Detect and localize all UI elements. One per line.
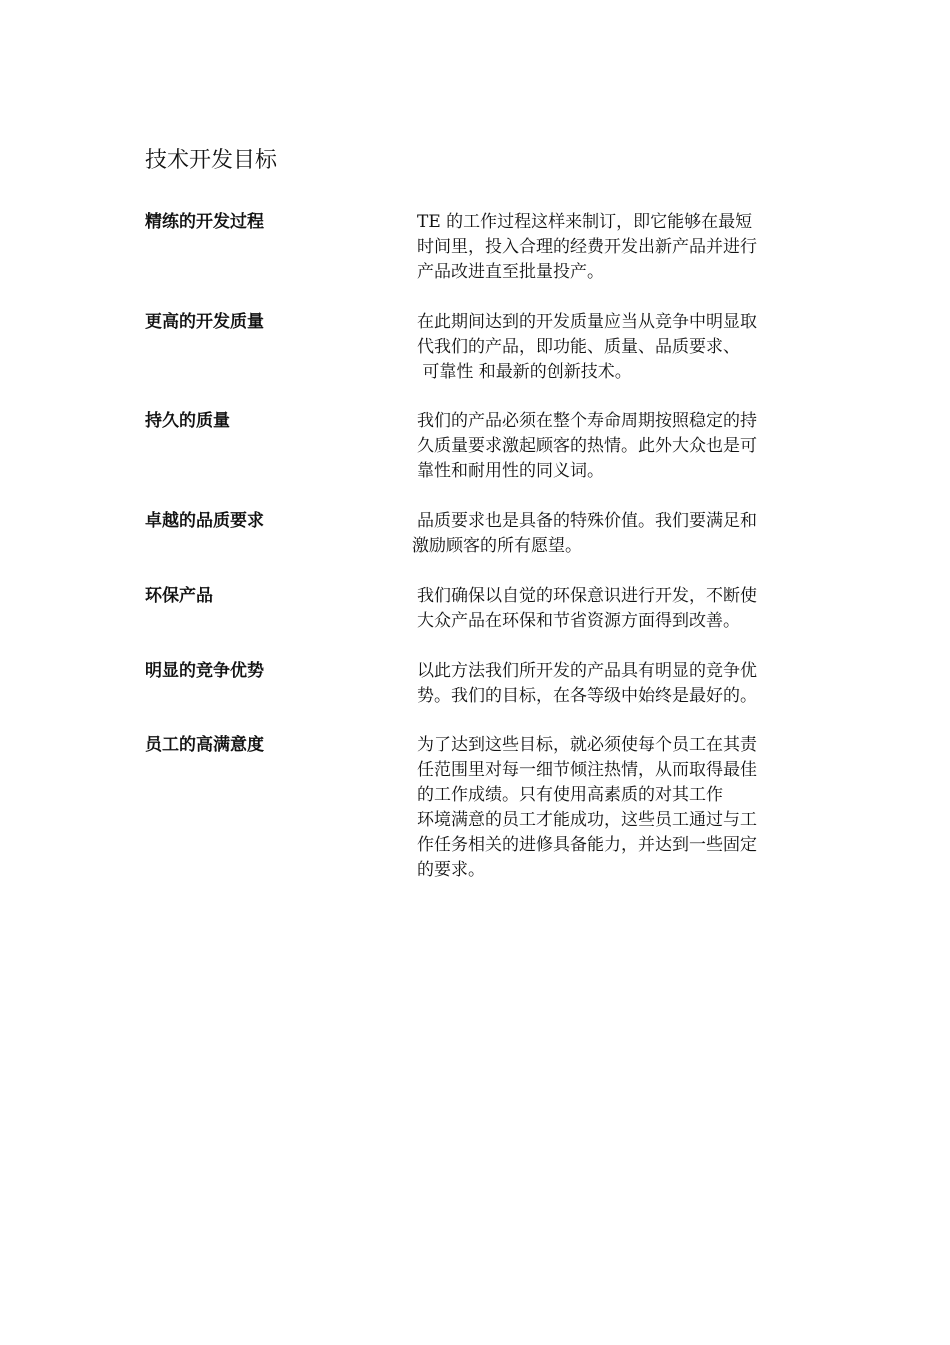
description-line: 时间里，投入合理的经费开发出新产品并进行: [417, 237, 757, 257]
description-line: 环境满意的员工才能成功，这些员工通过与工: [417, 810, 757, 830]
goal-term: 员工的高满意度: [145, 735, 264, 755]
goal-description: [417, 310, 817, 385]
goal-term: 明显的竞争优势: [145, 661, 264, 681]
goal-term: 卓越的品质要求: [145, 511, 264, 531]
description-line: 久质量要求激起顾客的热情。此外大众也是可: [417, 436, 757, 456]
description-line: 任范围里对每一细节倾注热情，从而取得最佳: [417, 760, 757, 780]
description-line: 作任务相关的进修具备能力，并达到一些固定: [417, 835, 757, 855]
goal-description: [417, 584, 817, 634]
description-line: 可靠性 和最新的创新技术。: [417, 362, 632, 382]
description-line: 激励顾客的所有愿望。: [412, 536, 582, 556]
goal-term: 持久的质量: [145, 411, 230, 431]
description-line: 大众产品在环保和节省资源方面得到改善。: [417, 611, 740, 631]
page-title: 技术开发目标: [145, 148, 278, 173]
description-line: TE 的工作过程这样来制订，即它能够在最短: [417, 212, 753, 232]
description-line: 在此期间达到的开发质量应当从竞争中明显取: [417, 312, 757, 332]
goal-description: [417, 733, 817, 883]
description-line: 品质要求也是具备的特殊价值。我们要满足和: [417, 511, 757, 531]
goal-term: 精练的开发过程: [145, 212, 264, 232]
description-line: 产品改进直至批量投产。: [417, 262, 604, 282]
description-line: 靠性和耐用性的同义词。: [417, 461, 604, 481]
goal-description: [417, 409, 817, 484]
description-line: 我们确保以自觉的环保意识进行开发，不断使: [417, 586, 757, 606]
description-line: 势。我们的目标，在各等级中始终是最好的。: [417, 686, 757, 706]
description-line: 的要求。: [417, 860, 485, 880]
goal-description: [417, 659, 817, 709]
goal-term: 更高的开发质量: [145, 312, 264, 332]
description-line: 代我们的产品，即功能、质量、品质要求、: [417, 337, 740, 357]
goal-description: [417, 210, 817, 285]
goal-term: 环保产品: [145, 586, 213, 606]
description-line: 以此方法我们所开发的产品具有明显的竞争优: [417, 661, 757, 681]
goal-description: [412, 509, 817, 559]
description-line: 我们的产品必须在整个寿命周期按照稳定的持: [417, 411, 757, 431]
description-line: 的工作成绩。只有使用高素质的对其工作: [417, 785, 723, 805]
description-line: 为了达到这些目标，就必须使每个员工在其责: [417, 735, 757, 755]
